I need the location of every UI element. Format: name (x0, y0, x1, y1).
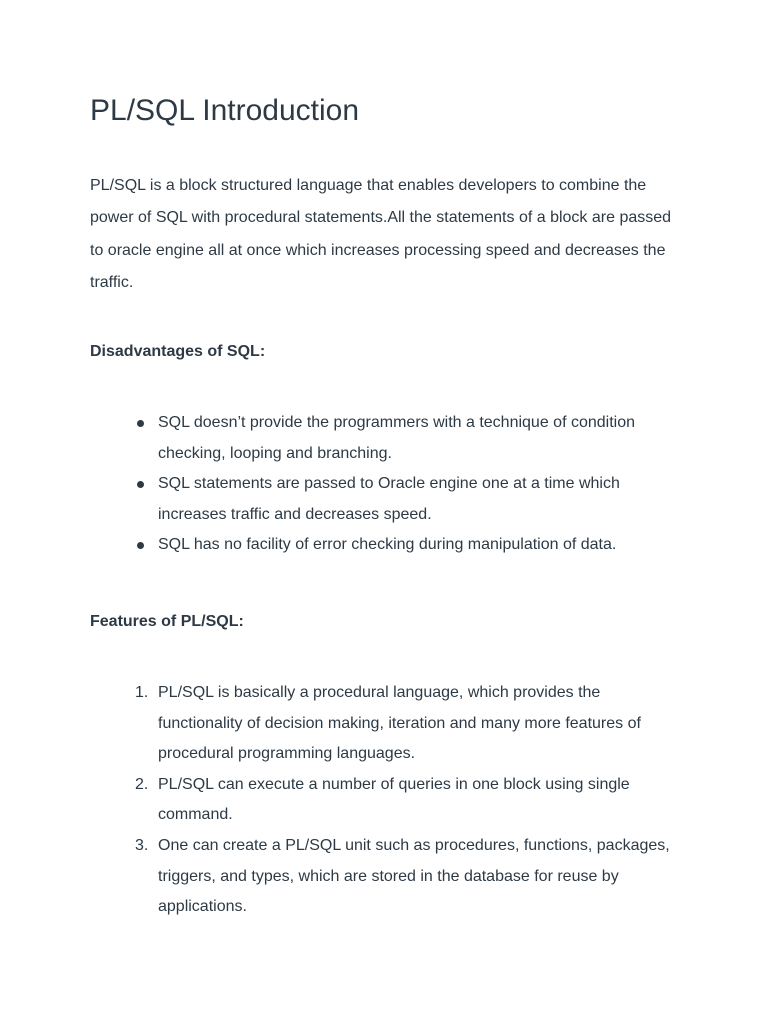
list-item (135, 831, 678, 923)
list-item-text: One can create a PL/SQL unit such as procedures, functions, packages, triggers, and types, which are stored in the database for reuse by applications. (158, 836, 670, 916)
list-item-text: SQL has no facility of error checking during manipulation of data. (158, 536, 617, 554)
bullet-icon (137, 542, 144, 549)
features-list (135, 678, 678, 923)
disadvantages-heading: Disadvantages of SQL: (90, 343, 266, 360)
list-item (158, 530, 678, 561)
list-item-number: 1. (135, 684, 149, 701)
list-item-text: SQL doesn’t provide the programmers with a technique of condition checking, looping and branching. (158, 414, 636, 462)
bullet-icon (137, 481, 144, 488)
list-item (158, 469, 678, 530)
disadvantages-list (158, 408, 678, 561)
page-title: PL/SQL Introduction (90, 94, 360, 127)
intro-paragraph: PL/SQL is a block structured language that enables developers to combine the power of SQL with procedural statements.All the statements of a block are passed to oracle engine all at once which increases processing speed and decreases the traffic. (90, 177, 672, 291)
features-heading: Features of PL/SQL: (90, 613, 244, 630)
list-item-text: PL/SQL can execute a number of queries in one block using single command. (158, 775, 630, 824)
list-item (135, 678, 678, 770)
list-item-text: SQL statements are passed to Oracle engine one at a time which increases traffic and decreases speed. (158, 475, 620, 523)
list-item (135, 770, 678, 831)
list-item-number: 2. (135, 775, 149, 793)
list-item (158, 408, 678, 469)
bullet-icon (137, 420, 144, 427)
list-item-text: PL/SQL is basically a procedural language, which provides the functionality of decision making, iteration and many more features of procedural programming languages. (158, 684, 641, 763)
list-item-number: 3. (135, 836, 149, 854)
